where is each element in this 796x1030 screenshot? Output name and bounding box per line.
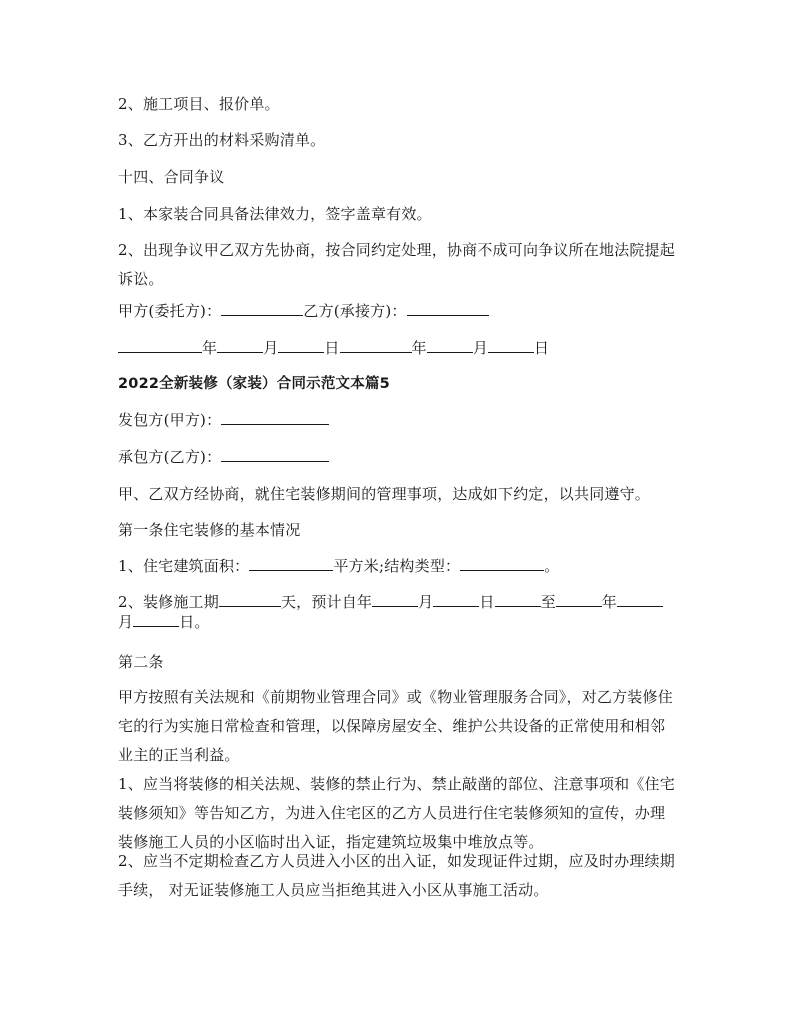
section-heading: 十四、合同争议	[118, 168, 225, 186]
period-year-label: 年	[601, 593, 617, 611]
month-label: 月	[472, 339, 489, 357]
date-blank	[488, 337, 534, 353]
date-blank	[118, 337, 202, 353]
clause-line: 3、乙方开出的材料采购清单。	[118, 131, 326, 149]
period-blank	[372, 591, 418, 607]
period-end-label: 日。	[179, 613, 210, 631]
period-day-label: 天，预计自年	[280, 593, 373, 611]
date-blank	[340, 337, 412, 353]
period-day2-label: 日	[479, 593, 495, 611]
period-label: 2、装修施工期	[118, 593, 219, 611]
structure-blank	[460, 555, 544, 571]
contractor-label: 承包方(乙方)：	[118, 448, 222, 466]
period-blank	[219, 591, 281, 607]
signature-blank	[407, 300, 489, 316]
signature-line	[118, 297, 678, 325]
period-blank	[133, 611, 179, 627]
signature-blank	[221, 300, 303, 316]
area-label: 1、住宅建筑面积：	[118, 557, 250, 575]
party-a-label: 甲方(委托方)：	[118, 302, 222, 320]
year-label: 年	[411, 339, 427, 357]
period-blank	[556, 591, 602, 607]
employer-blank	[221, 409, 329, 425]
article-heading: 第二条	[118, 653, 164, 671]
clause-line: 1、本家装合同具备法律效力，签字盖章有效。	[118, 205, 432, 223]
clause-paragraph: 2、出现争议甲乙双方先协商，按合同约定处理，协商不成可向争议所在地法院提起诉讼。	[118, 241, 675, 288]
date-blank	[427, 337, 473, 353]
date-blank	[278, 337, 324, 353]
area-unit-label: 平方米;结构类型：	[333, 557, 461, 575]
intro-line: 甲、乙双方经协商，就住宅装修期间的管理事项，达成如下约定，以共同遵守。	[118, 485, 651, 503]
year-label: 年	[202, 339, 218, 357]
article-paragraph: 2、应当不定期检查乙方人员进入小区的出入证，如发现证件过期，应及时办理续期手续， 对无证装修施工人员应当拒绝其进入小区从事施工活动。	[118, 852, 675, 899]
employer-label: 发包方(甲方)：	[118, 411, 222, 429]
period-month2-label: 月	[118, 613, 134, 631]
clause-line: 2、施工项目、报价单。	[118, 95, 280, 113]
contractor-line	[118, 443, 678, 471]
period-blank	[495, 591, 541, 607]
area-end: 。	[544, 557, 560, 575]
day-label: 日	[534, 339, 550, 357]
period-month-label: 月	[418, 593, 434, 611]
month-label: 月	[263, 339, 279, 357]
employer-line	[118, 406, 678, 434]
date-blank	[217, 337, 263, 353]
area-blank	[249, 555, 333, 571]
article-paragraph: 1、应当将装修的相关法规、装修的禁止行为、禁止敲凿的部位、注意事项和《住宅装修须知》等告知乙方，为进入住宅区的乙方人员进行住宅装修须知的宣传，办理装修施工人员的小区临时出入证，指定建筑垃圾集中堆放点等。	[118, 775, 675, 851]
party-b-label: 乙方(承接方)：	[303, 302, 407, 320]
article-paragraph: 甲方按照有关法规和《前期物业管理合同》或《物业管理服务合同》，对乙方装修住宅的行为实施日常检查和管理，以保障房屋安全、维护公共设备的正常使用和相邻业主的正当利益。	[118, 688, 673, 764]
period-line-continued	[118, 608, 678, 636]
contractor-blank	[221, 446, 329, 462]
period-blank	[433, 591, 479, 607]
day-label: 日	[324, 339, 340, 357]
period-blank	[617, 591, 663, 607]
date-line	[118, 334, 678, 362]
article-heading: 第一条住宅装修的基本情况	[118, 521, 301, 539]
period-to-label: 至	[540, 593, 556, 611]
document-title: 2022全新装修（家装）合同示范文本篇5	[118, 376, 390, 392]
area-line	[118, 552, 678, 580]
